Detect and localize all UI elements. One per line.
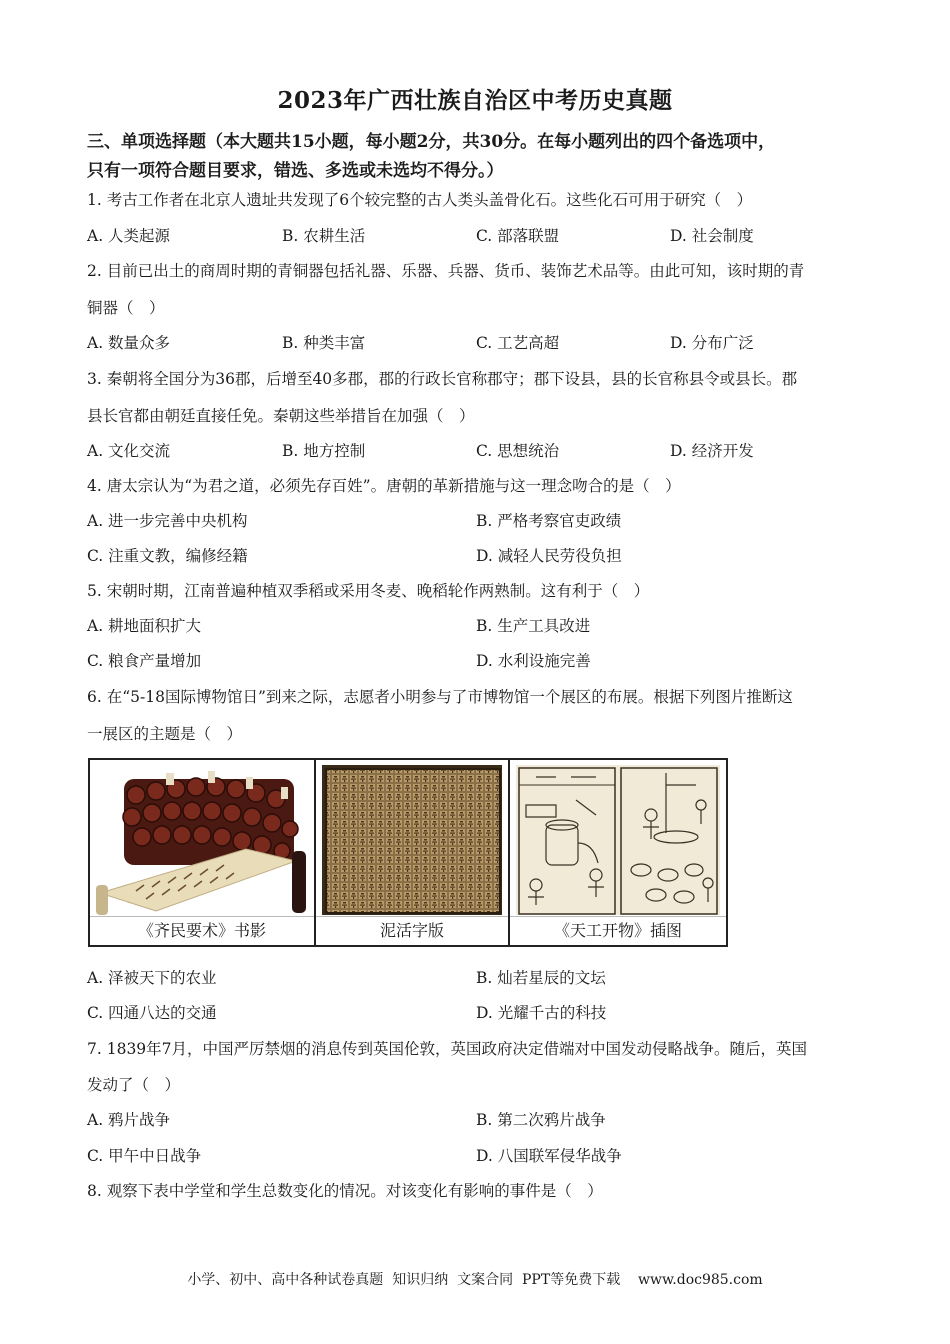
question-3-option-d: D. 经济开发 (670, 442, 754, 460)
question-7-stem-line-2: 发动了（ ） (87, 1076, 181, 1094)
question-1-option-c: C. 部落联盟 (476, 227, 560, 245)
question-6-stem-line-1: 6. 在“5-18国际博物馆日”到来之际，志愿者小明参与了市博物馆一个展区的布展。根据下列图片推断这 (87, 688, 793, 706)
question-5-option-d: D. 水利设施完善 (476, 652, 591, 670)
figure-panel-clay-type (316, 760, 510, 945)
question-5-option-b: B. 生产工具改进 (476, 617, 591, 635)
question-2-option-b: B. 种类丰富 (282, 334, 366, 352)
caption-qimin-yaoshu: 《齐民要术》书影 (90, 916, 314, 945)
caption-tiangong-kaiwu: 《天工开物》插图 (510, 916, 726, 945)
question-1-stem: 1. 考古工作者在北京人遗址共发现了6个较完整的古人类头盖骨化石。这些化石可用于研究（ ） (87, 191, 753, 209)
question-7-stem-line-1: 7. 1839年7月，中国严厉禁烟的消息传到英国伦敦，英国政府决定借端对中国发动侵略战争。随后，英国 (87, 1040, 808, 1058)
question-3-option-b: B. 地方控制 (282, 442, 366, 460)
figure-panel-tiangong-kaiwu (510, 760, 726, 945)
question-6-option-a: A. 泽被天下的农业 (87, 969, 217, 987)
question-5-option-c: C. 粮食产量增加 (87, 652, 202, 670)
question-4-option-d: D. 减轻人民劳役负担 (476, 547, 622, 565)
page-footer: 小学、初中、高中各种试卷真题 知识归纳 文案合同 PPT等免费下载 www.doc985.com (187, 1272, 763, 1288)
question-5-stem: 5. 宋朝时期，江南普遍种植双季稻或采用冬麦、晚稻轮作两熟制。这有利于（ ） (87, 582, 650, 600)
question-7-option-b: B. 第二次鸦片战争 (476, 1111, 606, 1129)
question-6-figure (88, 758, 728, 947)
question-3-stem-line-2: 县长官都由朝廷直接任免。秦朝这些举措旨在加强（ ） (87, 407, 475, 425)
section-heading-line-2: 只有一项符合题目要求，错选、多选或未选均不得分。） (87, 161, 504, 181)
question-5-option-a: A. 耕地面积扩大 (87, 617, 202, 635)
question-2-stem-line-1: 2. 目前已出土的商周时期的青铜器包括礼器、乐器、兵器、货币、装饰艺术品等。由此可知，该时期的青 (87, 262, 805, 280)
question-3-stem-line-1: 3. 秦朝将全国分为36郡，后增至40多郡，郡的行政长官称郡守；郡下设县，县的长官称县令或县长。郡 (87, 370, 798, 388)
question-8-stem: 8. 观察下表中学堂和学生总数变化的情况。对该变化有影响的事件是（ ） (87, 1182, 603, 1200)
question-4-option-a: A. 进一步完善中央机构 (87, 512, 248, 530)
question-6-stem-line-2: 一展区的主题是（ ） (87, 725, 243, 743)
tiangong-illustration-image (516, 765, 720, 915)
question-4-option-c: C. 注重文教，编修经籍 (87, 547, 248, 565)
question-3-option-a: A. 文化交流 (87, 442, 171, 460)
question-1-option-a: A. 人类起源 (87, 227, 171, 245)
clay-type-image (322, 765, 502, 915)
question-2-stem-line-2: 铜器（ ） (87, 299, 165, 317)
question-6-option-d: D. 光耀千古的科技 (476, 1004, 607, 1022)
figure-panel-qimin-yaoshu (90, 760, 316, 945)
question-7-option-d: D. 八国联军侵华战争 (476, 1147, 622, 1165)
question-3-option-c: C. 思想统治 (476, 442, 560, 460)
question-2-option-c: C. 工艺高超 (476, 334, 560, 352)
question-1-option-d: D. 社会制度 (670, 227, 754, 245)
question-7-option-a: A. 鸦片战争 (87, 1111, 171, 1129)
caption-clay-type: 泥活字版 (316, 916, 508, 945)
section-heading-line-1: 三、单项选择题（本大题共15小题，每小题2分，共30分。在每小题列出的四个备选项中， (87, 132, 776, 152)
question-4-stem: 4. 唐太宗认为“为君之道，必须先存百姓”。唐朝的革新措施与这一理念吻合的是（ ） (87, 477, 681, 495)
question-1-option-b: B. 农耕生活 (282, 227, 366, 245)
question-7-option-c: C. 甲午中日战争 (87, 1147, 202, 1165)
question-6-option-c: C. 四通八达的交通 (87, 1004, 217, 1022)
question-4-option-b: B. 严格考察官吏政绩 (476, 512, 622, 530)
question-6-option-b: B. 灿若星辰的文坛 (476, 969, 606, 987)
page-title: 2023年广西壮族自治区中考历史真题 (277, 87, 673, 114)
question-2-option-d: D. 分布广泛 (670, 334, 754, 352)
scrolls-image (96, 765, 308, 915)
question-2-option-a: A. 数量众多 (87, 334, 171, 352)
